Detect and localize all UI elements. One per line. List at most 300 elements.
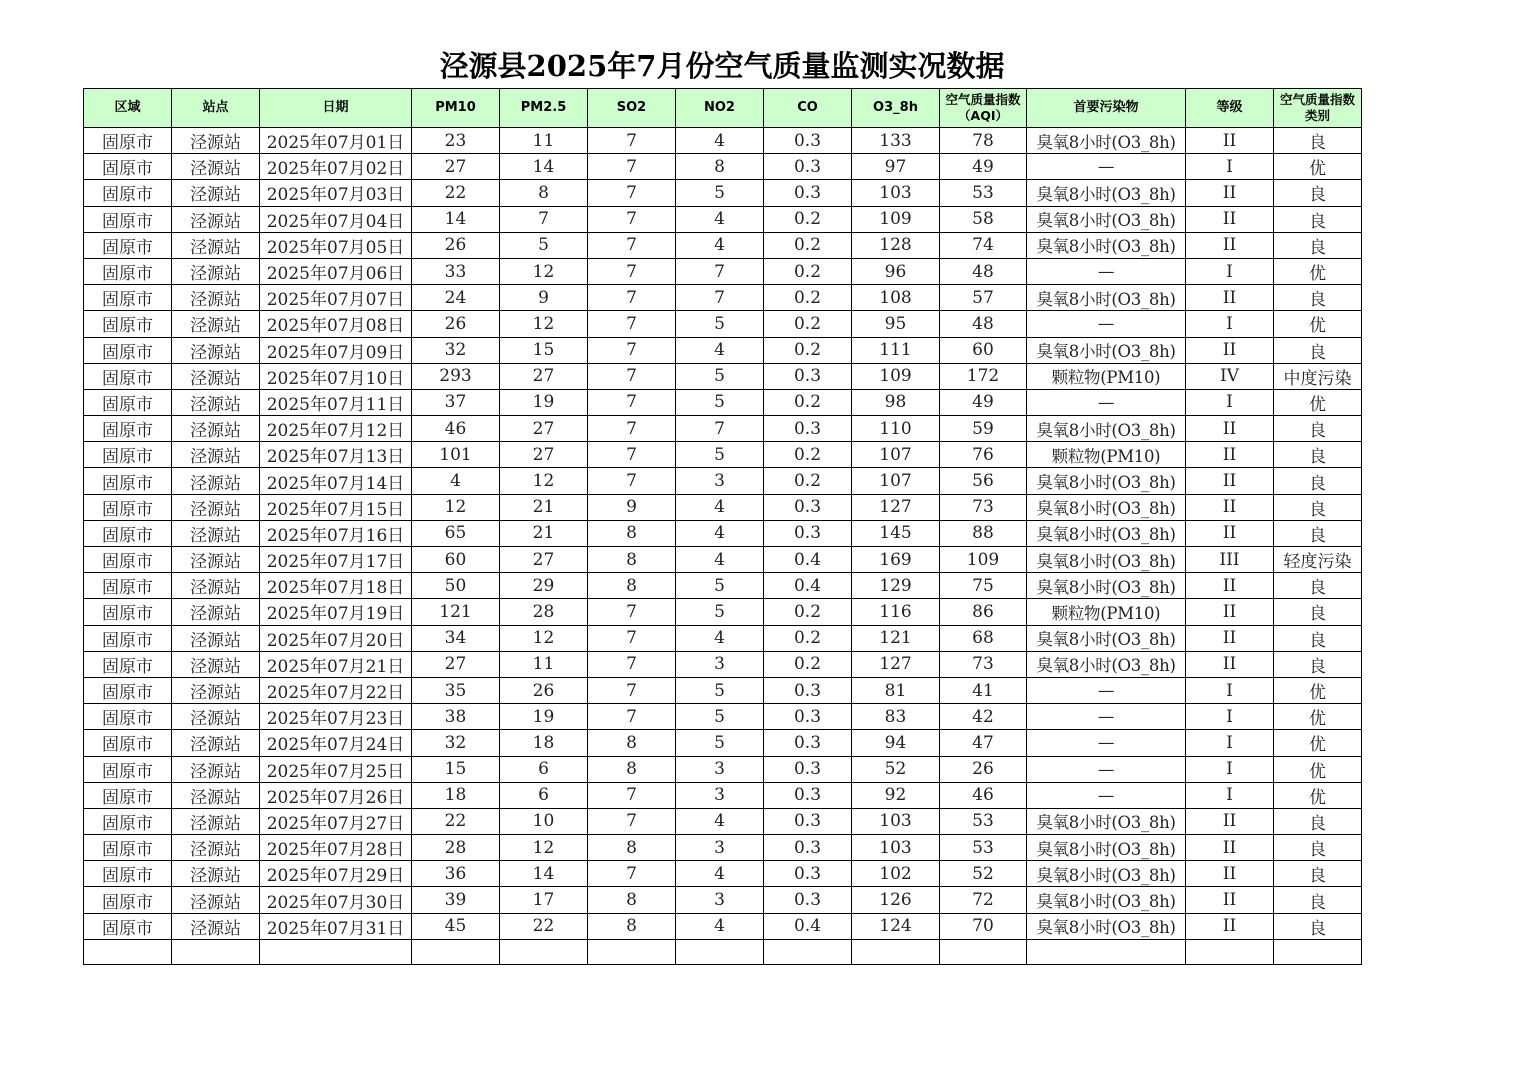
primary-pollutant-cell: 颗粒物(PM10) [1027,599,1186,625]
no2-cell: 4 [676,206,764,232]
o3-8h-cell: 109 [852,206,940,232]
region-cell: 固原市 [84,337,172,363]
aqi-category-cell: 优 [1274,782,1362,808]
station-cell: 泾源站 [172,232,260,258]
aqi-cell: 86 [940,599,1027,625]
region-cell: 固原市 [84,468,172,494]
station-cell: 泾源站 [172,573,260,599]
level-cell: I [1186,311,1274,337]
air-quality-table [83,88,1362,965]
date-cell: 2025年07月09日 [260,337,412,363]
level-cell: II [1186,442,1274,468]
aqi-category-cell: 良 [1274,835,1362,861]
co-cell: 0.2 [764,389,852,415]
aqi-cell: 73 [940,651,1027,677]
aqi-category-cell: 良 [1274,861,1362,887]
pm10-cell: 293 [412,363,500,389]
date-cell: 2025年07月13日 [260,442,412,468]
table-row [84,913,1362,939]
station-cell: 泾源站 [172,599,260,625]
empty-cell [84,939,172,964]
aqi-category-cell: 优 [1274,756,1362,782]
level-cell: II [1186,468,1274,494]
table-row [84,677,1362,703]
table-row [84,363,1362,389]
primary-pollutant-cell: — [1027,704,1186,730]
empty-cell [1027,939,1186,964]
aqi-category-cell: 良 [1274,180,1362,206]
station-cell: 泾源站 [172,704,260,730]
no2-cell: 4 [676,128,764,154]
aqi-category-cell: 良 [1274,494,1362,520]
aqi-cell: 46 [940,782,1027,808]
pm25-cell: 12 [500,311,588,337]
pm10-cell: 32 [412,730,500,756]
level-cell: II [1186,494,1274,520]
station-cell: 泾源站 [172,782,260,808]
table-row [84,389,1362,415]
no2-cell: 4 [676,337,764,363]
pm25-cell: 9 [500,285,588,311]
primary-pollutant-cell: 臭氧8小时(O3_8h) [1027,468,1186,494]
co-cell: 0.3 [764,154,852,180]
pm10-cell: 18 [412,782,500,808]
column-header-aqi-category: 空气质量指数类别 [1274,89,1362,128]
region-cell: 固原市 [84,128,172,154]
co-cell: 0.2 [764,337,852,363]
pm10-cell: 22 [412,180,500,206]
level-cell: I [1186,782,1274,808]
station-cell: 泾源站 [172,808,260,834]
o3-8h-cell: 96 [852,258,940,284]
region-cell: 固原市 [84,677,172,703]
aqi-cell: 53 [940,808,1027,834]
date-cell: 2025年07月11日 [260,389,412,415]
so2-cell: 8 [588,913,676,939]
station-cell: 泾源站 [172,442,260,468]
pm25-cell: 11 [500,128,588,154]
aqi-category-cell: 轻度污染 [1274,547,1362,573]
station-cell: 泾源站 [172,468,260,494]
aqi-cell: 58 [940,206,1027,232]
co-cell: 0.2 [764,206,852,232]
aqi-category-cell: 优 [1274,677,1362,703]
pm10-cell: 101 [412,442,500,468]
so2-cell: 7 [588,206,676,232]
table-row [84,861,1362,887]
so2-cell: 7 [588,782,676,808]
co-cell: 0.3 [764,704,852,730]
co-cell: 0.3 [764,756,852,782]
no2-cell: 4 [676,808,764,834]
level-cell: I [1186,258,1274,284]
co-cell: 0.3 [764,808,852,834]
station-cell: 泾源站 [172,154,260,180]
so2-cell: 9 [588,494,676,520]
aqi-cell: 109 [940,547,1027,573]
column-header-level: 等级 [1186,89,1274,128]
pm25-cell: 8 [500,180,588,206]
so2-cell: 7 [588,861,676,887]
o3-8h-cell: 108 [852,285,940,311]
aqi-category-cell: 良 [1274,442,1362,468]
aqi-cell: 47 [940,730,1027,756]
pm25-cell: 27 [500,442,588,468]
station-cell: 泾源站 [172,861,260,887]
table-row [84,337,1362,363]
column-header-primary-pollutant: 首要污染物 [1027,89,1186,128]
primary-pollutant-cell: 臭氧8小时(O3_8h) [1027,808,1186,834]
no2-cell: 8 [676,154,764,180]
date-cell: 2025年07月14日 [260,468,412,494]
pm10-cell: 35 [412,677,500,703]
station-cell: 泾源站 [172,311,260,337]
pm25-cell: 27 [500,363,588,389]
column-header-o3-8h: O3_8h [852,89,940,128]
no2-cell: 5 [676,442,764,468]
co-cell: 0.3 [764,416,852,442]
region-cell: 固原市 [84,285,172,311]
date-cell: 2025年07月24日 [260,730,412,756]
aqi-category-cell: 良 [1274,128,1362,154]
aqi-category-cell: 良 [1274,913,1362,939]
aqi-category-cell: 中度污染 [1274,363,1362,389]
date-cell: 2025年07月30日 [260,887,412,913]
region-cell: 固原市 [84,206,172,232]
pm25-cell: 12 [500,468,588,494]
pm10-cell: 36 [412,861,500,887]
primary-pollutant-cell: — [1027,730,1186,756]
co-cell: 0.2 [764,625,852,651]
level-cell: II [1186,337,1274,363]
empty-cell [260,939,412,964]
column-header-pm10: PM10 [412,89,500,128]
station-cell: 泾源站 [172,625,260,651]
no2-cell: 4 [676,913,764,939]
region-cell: 固原市 [84,258,172,284]
empty-cell [412,939,500,964]
level-cell: II [1186,651,1274,677]
pm25-cell: 15 [500,337,588,363]
aqi-category-cell: 良 [1274,206,1362,232]
empty-cell [1274,939,1362,964]
pm10-cell: 23 [412,128,500,154]
aqi-cell: 78 [940,128,1027,154]
column-header-no2: NO2 [676,89,764,128]
column-header-date: 日期 [260,89,412,128]
region-cell: 固原市 [84,808,172,834]
primary-pollutant-cell: — [1027,154,1186,180]
pm10-cell: 32 [412,337,500,363]
no2-cell: 5 [676,573,764,599]
o3-8h-cell: 127 [852,651,940,677]
table-row [84,311,1362,337]
so2-cell: 7 [588,416,676,442]
pm25-cell: 19 [500,389,588,415]
primary-pollutant-cell: 臭氧8小时(O3_8h) [1027,494,1186,520]
aqi-category-cell: 良 [1274,887,1362,913]
date-cell: 2025年07月10日 [260,363,412,389]
aqi-cell: 60 [940,337,1027,363]
aqi-cell: 57 [940,285,1027,311]
primary-pollutant-cell: 颗粒物(PM10) [1027,363,1186,389]
no2-cell: 5 [676,704,764,730]
pm10-cell: 33 [412,258,500,284]
o3-8h-cell: 98 [852,389,940,415]
pm25-cell: 14 [500,861,588,887]
station-cell: 泾源站 [172,285,260,311]
o3-8h-cell: 102 [852,861,940,887]
co-cell: 0.2 [764,285,852,311]
pm10-cell: 26 [412,232,500,258]
primary-pollutant-cell: 臭氧8小时(O3_8h) [1027,416,1186,442]
co-cell: 0.3 [764,861,852,887]
aqi-category-cell: 良 [1274,337,1362,363]
aqi-cell: 172 [940,363,1027,389]
aqi-category-cell: 良 [1274,651,1362,677]
table-row [84,520,1362,546]
pm10-cell: 4 [412,468,500,494]
no2-cell: 3 [676,651,764,677]
aqi-category-cell: 优 [1274,389,1362,415]
empty-cell [940,939,1027,964]
primary-pollutant-cell: 臭氧8小时(O3_8h) [1027,887,1186,913]
o3-8h-cell: 95 [852,311,940,337]
level-cell: III [1186,547,1274,573]
table-row [84,808,1362,834]
aqi-cell: 74 [940,232,1027,258]
aqi-cell: 41 [940,677,1027,703]
level-cell: II [1186,887,1274,913]
level-cell: II [1186,913,1274,939]
no2-cell: 5 [676,730,764,756]
table-row [84,756,1362,782]
pm25-cell: 7 [500,206,588,232]
no2-cell: 7 [676,258,764,284]
co-cell: 0.3 [764,128,852,154]
date-cell: 2025年07月02日 [260,154,412,180]
pm10-cell: 38 [412,704,500,730]
station-cell: 泾源站 [172,258,260,284]
level-cell: I [1186,704,1274,730]
aqi-category-cell: 良 [1274,808,1362,834]
table-row [84,651,1362,677]
pm25-cell: 14 [500,154,588,180]
station-cell: 泾源站 [172,835,260,861]
o3-8h-cell: 97 [852,154,940,180]
pm10-cell: 24 [412,285,500,311]
table-row [84,180,1362,206]
o3-8h-cell: 107 [852,468,940,494]
region-cell: 固原市 [84,389,172,415]
region-cell: 固原市 [84,180,172,206]
column-header-station: 站点 [172,89,260,128]
aqi-cell: 88 [940,520,1027,546]
so2-cell: 7 [588,232,676,258]
region-cell: 固原市 [84,704,172,730]
so2-cell: 8 [588,573,676,599]
empty-cell [852,939,940,964]
co-cell: 0.3 [764,180,852,206]
pm10-cell: 60 [412,547,500,573]
primary-pollutant-cell: — [1027,311,1186,337]
primary-pollutant-cell: 臭氧8小时(O3_8h) [1027,206,1186,232]
co-cell: 0.2 [764,442,852,468]
region-cell: 固原市 [84,625,172,651]
pm10-cell: 22 [412,808,500,834]
date-cell: 2025年07月12日 [260,416,412,442]
co-cell: 0.2 [764,232,852,258]
table-row [84,835,1362,861]
aqi-cell: 53 [940,835,1027,861]
primary-pollutant-cell: — [1027,782,1186,808]
o3-8h-cell: 127 [852,494,940,520]
station-cell: 泾源站 [172,651,260,677]
table-row [84,599,1362,625]
date-cell: 2025年07月07日 [260,285,412,311]
o3-8h-cell: 133 [852,128,940,154]
date-cell: 2025年07月06日 [260,258,412,284]
column-header-co: CO [764,89,852,128]
primary-pollutant-cell: 臭氧8小时(O3_8h) [1027,232,1186,258]
pm25-cell: 10 [500,808,588,834]
level-cell: II [1186,285,1274,311]
table-row [84,494,1362,520]
pm25-cell: 22 [500,913,588,939]
region-cell: 固原市 [84,887,172,913]
pm25-cell: 12 [500,258,588,284]
pm10-cell: 27 [412,154,500,180]
o3-8h-cell: 103 [852,835,940,861]
station-cell: 泾源站 [172,337,260,363]
station-cell: 泾源站 [172,494,260,520]
so2-cell: 7 [588,704,676,730]
pm25-cell: 18 [500,730,588,756]
no2-cell: 4 [676,232,764,258]
date-cell: 2025年07月26日 [260,782,412,808]
table-row [84,232,1362,258]
level-cell: II [1186,520,1274,546]
pm25-cell: 11 [500,651,588,677]
no2-cell: 3 [676,782,764,808]
so2-cell: 7 [588,258,676,284]
station-cell: 泾源站 [172,206,260,232]
empty-cell [676,939,764,964]
column-header-so2: SO2 [588,89,676,128]
co-cell: 0.2 [764,311,852,337]
o3-8h-cell: 145 [852,520,940,546]
aqi-cell: 26 [940,756,1027,782]
pm25-cell: 26 [500,677,588,703]
so2-cell: 8 [588,887,676,913]
table-row [84,704,1362,730]
so2-cell: 7 [588,651,676,677]
aqi-category-cell: 优 [1274,258,1362,284]
region-cell: 固原市 [84,416,172,442]
no2-cell: 4 [676,494,764,520]
so2-cell: 8 [588,730,676,756]
table-row [84,442,1362,468]
page-title: 泾源县2025年7月份空气质量监测实况数据 [439,49,1005,83]
station-cell: 泾源站 [172,180,260,206]
o3-8h-cell: 169 [852,547,940,573]
no2-cell: 7 [676,285,764,311]
region-cell: 固原市 [84,363,172,389]
co-cell: 0.3 [764,520,852,546]
aqi-category-cell: 优 [1274,730,1362,756]
region-cell: 固原市 [84,311,172,337]
region-cell: 固原市 [84,756,172,782]
level-cell: I [1186,756,1274,782]
station-cell: 泾源站 [172,128,260,154]
date-cell: 2025年07月20日 [260,625,412,651]
no2-cell: 4 [676,520,764,546]
aqi-cell: 75 [940,573,1027,599]
region-cell: 固原市 [84,154,172,180]
empty-cell [588,939,676,964]
table-row [84,128,1362,154]
no2-cell: 5 [676,389,764,415]
so2-cell: 7 [588,337,676,363]
pm25-cell: 27 [500,547,588,573]
date-cell: 2025年07月29日 [260,861,412,887]
no2-cell: 5 [676,180,764,206]
aqi-category-cell: 优 [1274,154,1362,180]
pm10-cell: 27 [412,651,500,677]
pm25-cell: 6 [500,782,588,808]
primary-pollutant-cell: 臭氧8小时(O3_8h) [1027,913,1186,939]
aqi-cell: 70 [940,913,1027,939]
level-cell: II [1186,835,1274,861]
level-cell: IV [1186,363,1274,389]
pm10-cell: 46 [412,416,500,442]
table-header-row [84,89,1362,128]
co-cell: 0.4 [764,913,852,939]
primary-pollutant-cell: 臭氧8小时(O3_8h) [1027,128,1186,154]
aqi-category-cell: 良 [1274,573,1362,599]
table-row [84,416,1362,442]
date-cell: 2025年07月17日 [260,547,412,573]
station-cell: 泾源站 [172,416,260,442]
no2-cell: 3 [676,468,764,494]
no2-cell: 5 [676,677,764,703]
empty-cell [764,939,852,964]
so2-cell: 7 [588,468,676,494]
o3-8h-cell: 103 [852,180,940,206]
table-row [84,154,1362,180]
date-cell: 2025年07月16日 [260,520,412,546]
aqi-category-cell: 良 [1274,232,1362,258]
so2-cell: 7 [588,599,676,625]
date-cell: 2025年07月27日 [260,808,412,834]
table-row [84,782,1362,808]
co-cell: 0.2 [764,468,852,494]
no2-cell: 7 [676,416,764,442]
o3-8h-cell: 124 [852,913,940,939]
date-cell: 2025年07月01日 [260,128,412,154]
pm25-cell: 6 [500,756,588,782]
table-row [84,887,1362,913]
primary-pollutant-cell: 臭氧8小时(O3_8h) [1027,547,1186,573]
station-cell: 泾源站 [172,547,260,573]
region-cell: 固原市 [84,573,172,599]
pm25-cell: 5 [500,232,588,258]
region-cell: 固原市 [84,651,172,677]
o3-8h-cell: 94 [852,730,940,756]
table-row [84,206,1362,232]
o3-8h-cell: 116 [852,599,940,625]
aqi-cell: 48 [940,311,1027,337]
